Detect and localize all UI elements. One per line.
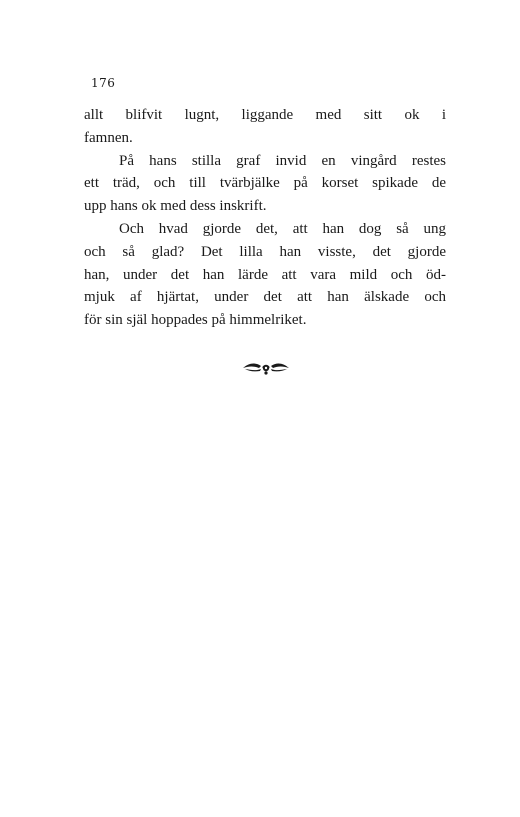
text-line: för sin själ hoppades på himmelriket. bbox=[84, 312, 307, 329]
body-text bbox=[84, 104, 446, 332]
text-line: han, under det han lärde att vara mild och öd- bbox=[84, 266, 446, 283]
fleuron-ornament-icon bbox=[241, 360, 291, 376]
page-number: 176 bbox=[91, 76, 116, 90]
text-line: Och hvad gjorde det, att han dog så ung bbox=[119, 220, 446, 237]
text-line: famnen. bbox=[84, 129, 133, 146]
text-line: mjuk af hjärtat, under det att han älskade och bbox=[84, 289, 446, 306]
text-line: ett träd, och till tvärbjälke på korset spikade de bbox=[84, 175, 446, 192]
text-line: och så glad? Det lilla han visste, det gjorde bbox=[84, 243, 446, 260]
text-line: allt blifvit lugnt, liggande med sitt ok i bbox=[84, 107, 446, 123]
text-line: På hans stilla graf invid en vingård restes bbox=[119, 152, 446, 169]
text-line: upp hans ok med dess inskrift. bbox=[84, 198, 267, 215]
